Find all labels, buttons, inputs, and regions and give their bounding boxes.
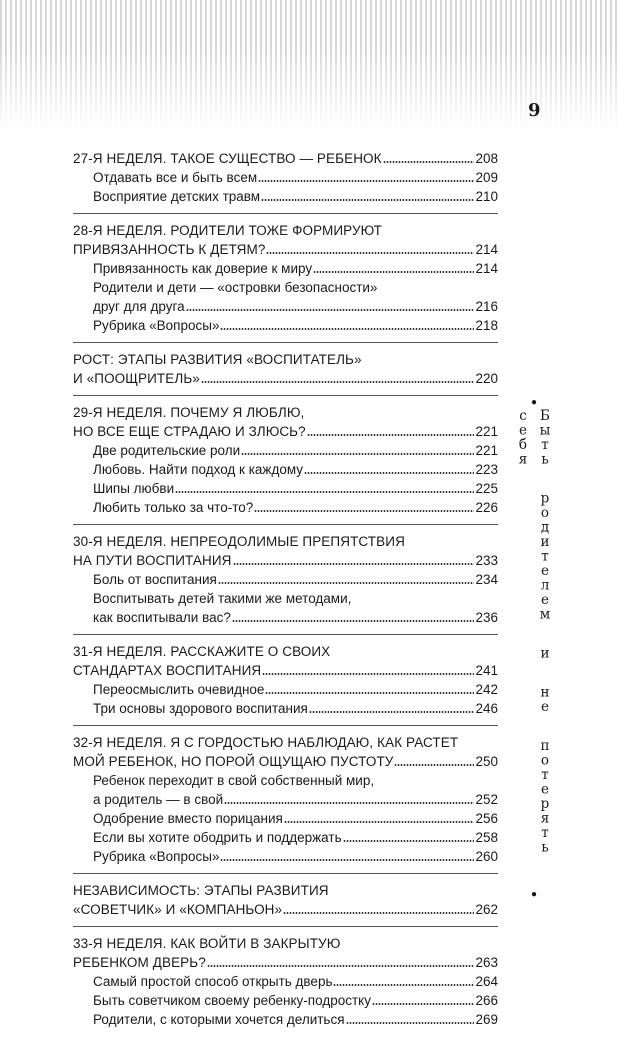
- toc-entry-line: [73, 460, 498, 479]
- toc-entry-text: Переосмыслить очевидное: [93, 682, 265, 697]
- toc-heading-text: 29-Я НЕДЕЛЯ. ПОЧЕМУ Я ЛЮБЛЮ,: [73, 405, 305, 420]
- dot-leader: [304, 472, 474, 474]
- dot-leader: [394, 764, 474, 766]
- toc-heading-line: [73, 900, 498, 919]
- toc-page-number: 214: [475, 261, 498, 276]
- toc-entry-text: Две родительские роли: [93, 443, 241, 458]
- toc-heading-line: [73, 934, 498, 953]
- toc-page-number: 210: [475, 189, 498, 204]
- side-title-column: [515, 397, 553, 900]
- toc-entry-line: [73, 680, 498, 699]
- toc-heading-line: [73, 240, 498, 259]
- toc-section: [73, 881, 498, 927]
- page-number: 9: [528, 100, 541, 121]
- dot-leader: [241, 453, 474, 455]
- dot-leader: [220, 859, 474, 861]
- toc-entry-text: Отдавать все и быть всем: [93, 170, 258, 185]
- toc-heading-line: [73, 369, 498, 388]
- header-stripes: [0, 0, 619, 132]
- toc-page-number: 256: [475, 811, 498, 826]
- toc-page-number: 264: [475, 974, 498, 989]
- dot-leader: [284, 821, 475, 823]
- toc-entry-text: Любовь. Найти подход к каждому: [93, 462, 304, 477]
- dot-leader: [346, 1022, 475, 1024]
- toc-heading-text: РОСТ: ЭТАПЫ РАЗВИТИЯ «ВОСПИТАТЕЛЬ»: [73, 352, 362, 367]
- toc-entry-line: [73, 972, 498, 991]
- toc-page-number: 226: [475, 500, 498, 515]
- toc-heading-line: [73, 532, 498, 551]
- toc-entry-text: Ребенок переходит в свой собственный мир,: [93, 773, 375, 788]
- dot-leader: [201, 381, 475, 383]
- toc-entry-line: [73, 771, 498, 790]
- toc-entry-line: [73, 1010, 498, 1029]
- dot-leader: [372, 1003, 475, 1005]
- toc-entry-line: [73, 168, 498, 187]
- toc-entry-line: [73, 441, 498, 460]
- toc-entry-line: [73, 187, 498, 206]
- toc-entry-text: друг для друга: [93, 299, 185, 314]
- toc-section: [73, 532, 498, 635]
- toc-heading-line: [73, 149, 498, 168]
- toc-heading-line: [73, 551, 498, 570]
- toc-entry-text: Боль от воспитания: [93, 572, 217, 587]
- toc-heading-line: [73, 350, 498, 369]
- toc-entry-text: Быть советчиком своему ребенку-подростку: [93, 993, 371, 1008]
- toc-entry-text: Воспитывать детей такими же методами,: [93, 591, 352, 606]
- toc-page-number: 209: [475, 170, 498, 185]
- toc-heading-text: 30-Я НЕДЕЛЯ. НЕПРЕОДОЛИМЫЕ ПРЕПЯТСТВИЯ: [73, 534, 405, 549]
- toc-entry-line: [73, 479, 498, 498]
- toc-heading-text: НА ПУТИ ВОСПИТАНИЯ: [73, 553, 232, 568]
- table-of-contents: [73, 149, 498, 1043]
- side-top-bullet: ●: [530, 397, 538, 408]
- toc-section: [73, 350, 498, 396]
- toc-page-number: 221: [475, 424, 498, 439]
- toc-entry-line: [73, 498, 498, 517]
- toc-entry-text: Родители и дети — «островки безопасности»: [93, 280, 378, 295]
- toc-page-number: 262: [475, 902, 498, 917]
- toc-page-number: 266: [475, 993, 498, 1008]
- toc-heading-text: 27-Я НЕДЕЛЯ. ТАКОЕ СУЩЕСТВО — РЕБЕНОК: [73, 151, 382, 166]
- dot-leader: [266, 252, 474, 254]
- toc-entry-text: а родитель — в свой: [93, 792, 224, 807]
- toc-entry-line: [73, 297, 498, 316]
- toc-page-number: 208: [475, 151, 498, 166]
- toc-entry-text: как воспитывали вас?: [93, 610, 231, 625]
- dot-leader: [265, 692, 474, 694]
- toc-heading-text: 32-Я НЕДЕЛЯ. Я С ГОРДОСТЬЮ НАБЛЮДАЮ, КАК РАСТЕТ: [73, 735, 459, 750]
- toc-page-number: 252: [475, 792, 498, 807]
- toc-page-number: 218: [475, 318, 498, 333]
- toc-page-number: 214: [475, 242, 498, 257]
- toc-heading-line: [73, 642, 498, 661]
- toc-entry-text: Одобрение вместо порицания: [93, 811, 283, 826]
- toc-page-number: 258: [475, 830, 498, 845]
- dot-leader: [262, 673, 474, 675]
- dot-leader: [186, 309, 475, 311]
- toc-entry-line: [73, 809, 498, 828]
- toc-entry-line: [73, 608, 498, 627]
- toc-heading-line: [73, 661, 498, 680]
- toc-page-number: 220: [475, 371, 498, 386]
- toc-heading-text: ПРИВЯЗАННОСТЬ К ДЕТЯМ?: [73, 242, 266, 257]
- toc-page-number: 269: [475, 1012, 498, 1027]
- toc-heading-text: СТАНДАРТАХ ВОСПИТАНИЯ: [73, 663, 262, 678]
- toc-heading-text: И «ПООЩРИТЕЛЬ»: [73, 371, 200, 386]
- toc-heading-text: 31-Я НЕДЕЛЯ. РАССКАЖИТЕ О СВОИХ: [73, 644, 331, 659]
- dot-leader: [258, 180, 474, 182]
- toc-entry-line: [73, 278, 498, 297]
- toc-heading-text: «СОВЕТЧИК» И «КОМПАНЬОН»: [73, 902, 283, 917]
- toc-page-number: 225: [475, 481, 498, 496]
- toc-heading-line: [73, 733, 498, 752]
- toc-page-number: 216: [475, 299, 498, 314]
- toc-page-number: 233: [475, 553, 498, 568]
- side-book-title: Быть родителем и не потерять себя: [515, 408, 553, 854]
- dot-leader: [307, 434, 475, 436]
- toc-heading-line: [73, 422, 498, 441]
- toc-entry-line: [73, 316, 498, 335]
- dot-leader: [333, 984, 474, 986]
- toc-entry-text: Любить только за что-то?: [93, 500, 254, 515]
- dot-leader: [233, 563, 475, 565]
- dot-leader: [254, 510, 474, 512]
- toc-heading-line: [73, 953, 498, 972]
- toc-entry-line: [73, 589, 498, 608]
- toc-entry-text: Три основы здорового воспитания: [93, 701, 308, 716]
- toc-entry-line: [73, 699, 498, 718]
- toc-section: [73, 149, 498, 214]
- dot-leader: [218, 582, 475, 584]
- toc-section: [73, 642, 498, 726]
- side-bottom-bullet: ●: [530, 889, 538, 900]
- toc-entry-text: Самый простой способ открыть дверь: [93, 974, 333, 989]
- toc-page-number: 236: [475, 610, 498, 625]
- toc-entry-text: Если вы хотите ободрить и поддержать: [93, 830, 342, 845]
- dot-leader: [261, 199, 474, 201]
- toc-entry-text: Родители, с которыми хочется делиться: [93, 1012, 345, 1027]
- toc-entry-line: [73, 790, 498, 809]
- toc-page-number: 234: [475, 572, 498, 587]
- toc-heading-line: [73, 881, 498, 900]
- dot-leader: [232, 620, 475, 622]
- toc-entry-line: [73, 828, 498, 847]
- toc-page-number: 241: [475, 663, 498, 678]
- toc-section: [73, 221, 498, 343]
- toc-entry-text: Рубрика «Вопросы»: [93, 849, 220, 864]
- toc-page-number: 221: [475, 443, 498, 458]
- toc-entry-line: [73, 570, 498, 589]
- toc-page-number: 260: [475, 849, 498, 864]
- toc-page-number: 250: [475, 754, 498, 769]
- toc-heading-text: 28-Я НЕДЕЛЯ. РОДИТЕЛИ ТОЖЕ ФОРМИРУЮТ: [73, 223, 382, 238]
- toc-entry-text: Рубрика «Вопросы»: [93, 318, 220, 333]
- toc-entry-text: Привязанность как доверие к миру: [93, 261, 313, 276]
- dot-leader: [309, 711, 475, 713]
- toc-heading-line: [73, 403, 498, 422]
- toc-heading-text: НЕЗАВИСИМОСТЬ: ЭТАПЫ РАЗВИТИЯ: [73, 883, 329, 898]
- toc-entry-line: [73, 259, 498, 278]
- dot-leader: [313, 271, 474, 273]
- toc-heading-line: [73, 752, 498, 771]
- toc-heading-line: [73, 221, 498, 240]
- toc-entry-text: Шипы любви: [93, 481, 175, 496]
- toc-page-number: 263: [475, 955, 498, 970]
- dot-leader: [383, 161, 475, 163]
- dot-leader: [343, 840, 475, 842]
- toc-heading-text: НО ВСЕ ЕЩЕ СТРАДАЮ И ЗЛЮСЬ?: [73, 424, 306, 439]
- toc-page-number: 246: [475, 701, 498, 716]
- toc-page-number: 242: [475, 682, 498, 697]
- dot-leader: [207, 965, 475, 967]
- toc-page-number: 223: [475, 462, 498, 477]
- toc-section: [73, 403, 498, 525]
- toc-section: [73, 934, 498, 1036]
- dot-leader: [220, 328, 474, 330]
- toc-entry-text: Восприятие детских травм: [93, 189, 261, 204]
- toc-heading-text: 33-Я НЕДЕЛЯ. КАК ВОЙТИ В ЗАКРЫТУЮ: [73, 936, 341, 951]
- dot-leader: [283, 912, 474, 914]
- dot-leader: [175, 491, 474, 493]
- toc-heading-text: МОЙ РЕБЕНОК, НО ПОРОЙ ОЩУЩАЮ ПУСТОТУ: [73, 754, 394, 769]
- toc-section: [73, 733, 498, 874]
- toc-entry-line: [73, 847, 498, 866]
- toc-heading-text: РЕБЕНКОМ ДВЕРЬ?: [73, 955, 206, 970]
- dot-leader: [224, 802, 474, 804]
